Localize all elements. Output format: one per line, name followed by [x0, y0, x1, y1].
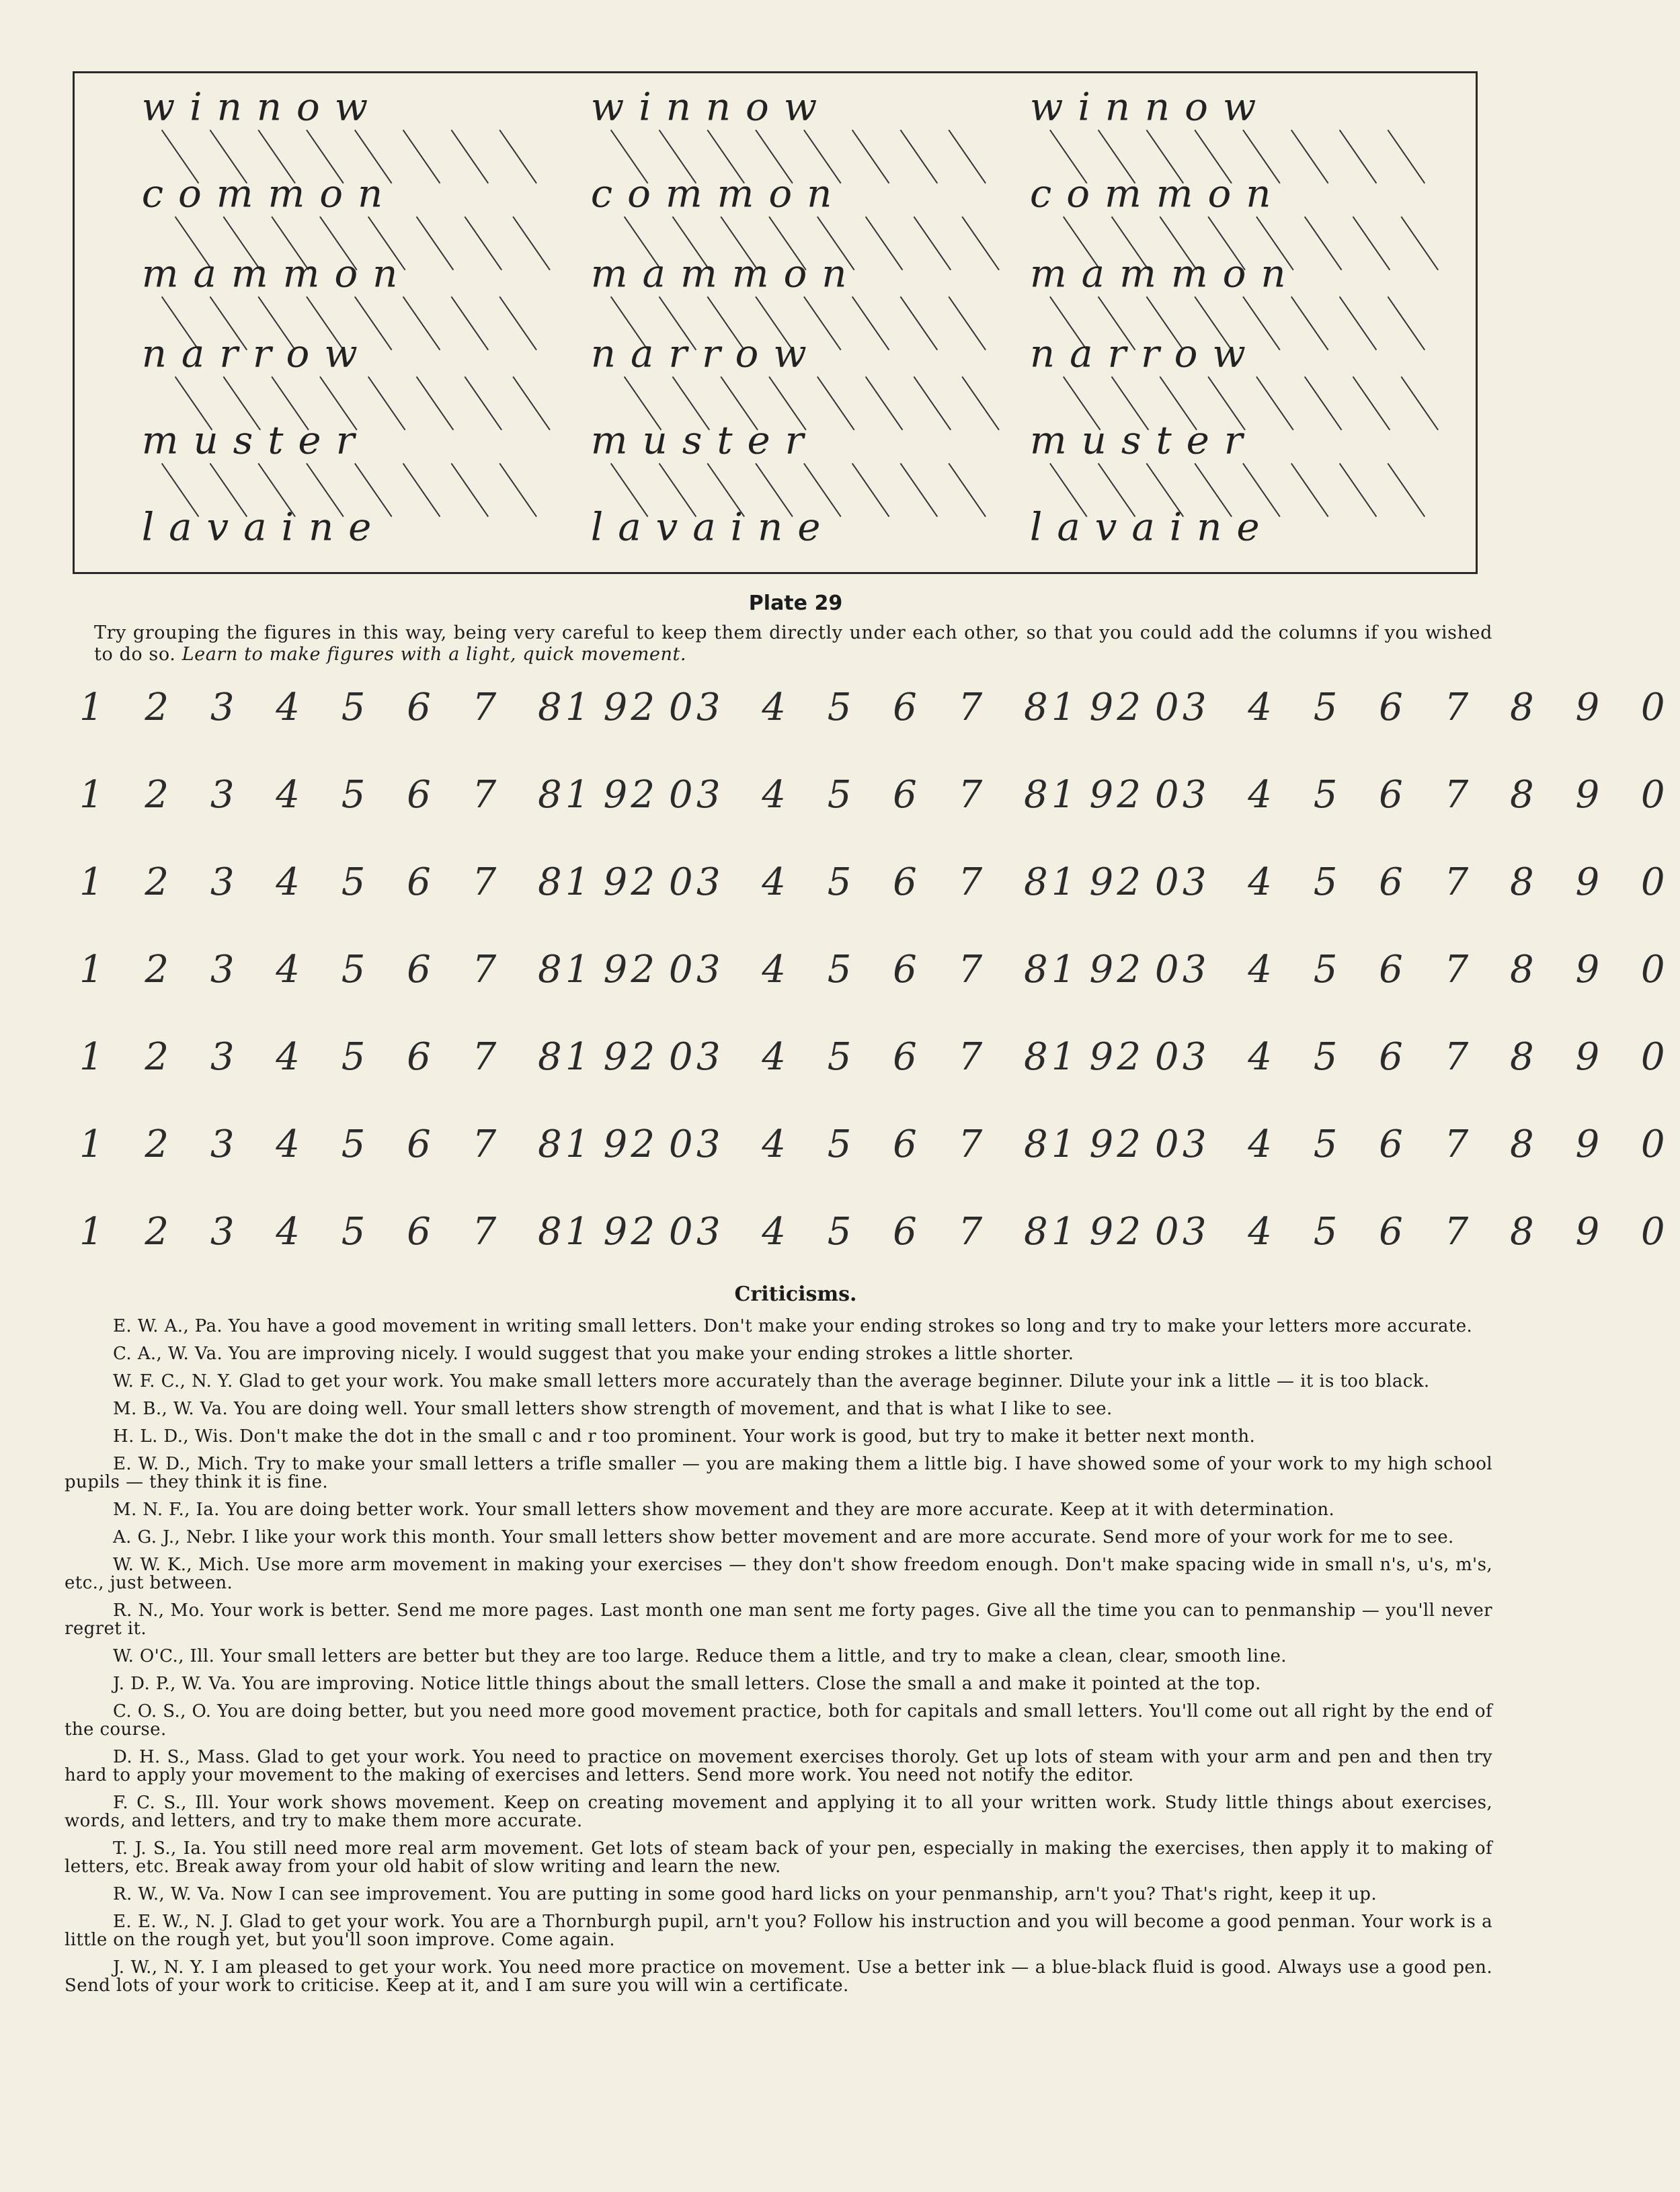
criticism-item: M. N. F., Ia. You are doing better work. Your small letters show movement and they are more accurate. Keep at it with determination. [113, 1500, 1335, 1520]
figure-row [67, 946, 1680, 1034]
exercise-stroke [1401, 216, 1438, 270]
figure-group: 1 2 3 4 5 6 7 8 9 0 [79, 860, 708, 904]
plate-script-word: winnow [1029, 83, 1271, 130]
criticism-item: C. A., W. Va. You are improving nicely. I would suggest that you make your ending strokes a little shorter. [113, 1344, 1074, 1364]
plate-script-word: common [141, 170, 398, 216]
exercise-stroke [1291, 130, 1328, 183]
exercise-stroke [900, 130, 937, 183]
criticism-item: W. W. K., Mich. Use more arm movement in making your exercises — they don't show freedom enough. Don't make spacing wide in small n's, u's, m's, etc., just between. [65, 1555, 1492, 1593]
exercise-stroke [852, 463, 889, 516]
exercise-stroke [1340, 130, 1377, 183]
figure-group: 1 2 3 4 5 6 7 8 9 0 [79, 773, 708, 817]
criticisms-title: Criticisms. [734, 1283, 857, 1306]
criticism-item: C. O. S., O. You are doing better, but you need more good movement practice, both for capitals and small letters. You'll come out all right by the end of the course. [65, 1701, 1492, 1740]
figure-group: 1 2 3 4 5 6 7 8 9 0 [79, 948, 708, 991]
criticism-item: W. O'C., Ill. Your small letters are better but they are too large. Reduce them a little, and try to make a clean, clear, smooth line. [113, 1646, 1287, 1666]
exercise-stroke [914, 216, 951, 270]
figure-group: 1 2 3 4 5 6 7 8 9 0 [1051, 1210, 1680, 1254]
plate-script-word: muster [141, 417, 370, 463]
exercise-stroke [900, 463, 937, 516]
criticisms-list [65, 1317, 1492, 2004]
intro-text: Try grouping the figures in this way, being very careful to keep them directly under each other, so that you could add the columns if you wished to do so. [94, 622, 1492, 665]
figure-group: 1 2 3 4 5 6 7 8 9 0 [1051, 948, 1680, 991]
figure-group: 1 2 3 4 5 6 7 8 9 0 [1051, 686, 1680, 729]
criticism-item: A. G. J., Nebr. I like your work this month. Your small letters show better movement and are more accurate. Send more of your work for me to see. [113, 1527, 1454, 1547]
plate-script-word: common [590, 170, 847, 216]
exercise-stroke [914, 376, 951, 430]
criticism-item: D. H. S., Mass. Glad to get your work. You need to practice on movement exercises thoroly. Get up lots of steam with your arm and pen and then try hard to apply your movement to the making of exercises and letters. Send more work. You need not notify the editor. [65, 1747, 1492, 1785]
exercise-stroke [465, 216, 502, 270]
exercise-stroke [852, 296, 889, 350]
exercise-stroke [852, 130, 889, 183]
exercise-stroke [1388, 130, 1425, 183]
figure-row [67, 1034, 1680, 1121]
criticism-item: E. E. W., N. J. Glad to get your work. You are a Thornburgh pupil, arn't you? Follow his instruction and you will become a good penman. Your work is a little on the rough yet, but you'll soon improve. Come again. [65, 1912, 1492, 1950]
exercise-stroke [1401, 376, 1438, 430]
exercise-stroke [866, 376, 903, 430]
figure-group: 1 2 3 4 5 6 7 8 9 0 [1051, 860, 1680, 904]
figure-group: 1 2 3 4 5 6 7 8 9 0 [79, 686, 708, 729]
intro-paragraph [94, 622, 1492, 665]
figure-group: 1 2 3 4 5 6 7 8 9 0 [565, 860, 1194, 904]
exercise-stroke [949, 463, 986, 516]
criticism-item: R. W., W. Va. Now I can see improvement. You are putting in some good hard licks on your penmanship, arn't you? That's right, keep it up. [113, 1884, 1377, 1904]
plate-script-word: common [1029, 170, 1286, 216]
exercise-stroke [451, 130, 488, 183]
plate-script-word: mammon [590, 250, 862, 296]
exercise-stroke [866, 216, 903, 270]
figure-group: 1 2 3 4 5 6 7 8 9 0 [79, 1210, 708, 1254]
exercise-stroke [1340, 296, 1377, 350]
exercise-stroke [368, 376, 405, 430]
criticism-item: E. W. D., Mich. Try to make your small letters a trifle smaller — you are making them a little big. I have showed some of your work to my high school pupils — they think it is fine. [65, 1454, 1492, 1492]
plate-script-word: mammon [1029, 250, 1301, 296]
plate-script-word: winnow [590, 83, 832, 130]
plate-script-word: narrow [141, 330, 372, 376]
criticism-item: F. C. S., Ill. Your work shows movement. Keep on creating movement and applying it to all your written work. Study little things about exercises, words, and letters, and try to make them more accurate. [65, 1793, 1492, 1831]
exercise-stroke [451, 296, 488, 350]
exercise-stroke [1353, 216, 1390, 270]
exercise-stroke [417, 216, 454, 270]
figure-group: 1 2 3 4 5 6 7 8 9 0 [1051, 1035, 1680, 1079]
exercise-stroke [1305, 376, 1342, 430]
figure-row [67, 772, 1680, 859]
exercise-stroke [499, 463, 536, 516]
figure-row [67, 684, 1680, 772]
exercise-stroke [962, 376, 999, 430]
criticism-item: E. W. A., Pa. You have a good movement in writing small letters. Don't make your ending strokes so long and try to make your letters more accurate. [113, 1316, 1473, 1336]
exercise-stroke [1291, 296, 1328, 350]
criticism-item: T. J. S., Ia. You still need more real arm movement. Get lots of steam back of your pen, especially in making the exercises, then apply it to making of letters, etc. Break away from your old habit of slow writing and learn the new. [65, 1838, 1492, 1877]
exercise-stroke [949, 130, 986, 183]
exercise-stroke [817, 376, 854, 430]
exercise-stroke [465, 376, 502, 430]
handwriting-plate [73, 71, 1478, 574]
exercise-stroke [403, 296, 440, 350]
exercise-stroke [499, 296, 536, 350]
figure-group: 1 2 3 4 5 6 7 8 9 0 [1051, 773, 1680, 817]
exercise-stroke [1353, 376, 1390, 430]
plate-script-word: lavaine [1029, 503, 1275, 550]
exercise-stroke [1340, 463, 1377, 516]
plate-script-word: mammon [141, 250, 413, 296]
exercise-stroke [1388, 463, 1425, 516]
criticism-item: J. W., N. Y. I am pleased to get your work. You need more practice on movement. Use a better ink — a blue-black fluid is good. Always use a good pen. Send lots of your work to criticise. Keep at it, and I am sure you will win a certificate. [65, 1957, 1492, 1996]
figure-group: 1 2 3 4 5 6 7 8 9 0 [565, 948, 1194, 991]
figure-group: 1 2 3 4 5 6 7 8 9 0 [565, 686, 1194, 729]
figure-group: 1 2 3 4 5 6 7 8 9 0 [79, 1123, 708, 1166]
criticism-item: H. L. D., Wis. Don't make the dot in the small c and r too prominent. Your work is good, but try to make it better next month. [113, 1426, 1256, 1447]
plate-script-word: lavaine [590, 503, 836, 550]
exercise-stroke [962, 216, 999, 270]
exercise-stroke [949, 296, 986, 350]
intro-emphasis: Learn to make figures with a light, quick movement. [182, 644, 687, 665]
criticism-item: J. D. P., W. Va. You are improving. Notice little things about the small letters. Close the small a and make it pointed at the top. [113, 1674, 1261, 1694]
figure-practice-rows [67, 684, 1680, 1296]
figure-group: 1 2 3 4 5 6 7 8 9 0 [565, 1035, 1194, 1079]
figure-group: 1 2 3 4 5 6 7 8 9 0 [565, 773, 1194, 817]
plate-script-word: narrow [590, 330, 822, 376]
plate-script-word: muster [590, 417, 819, 463]
exercise-stroke [451, 463, 488, 516]
figure-group: 1 2 3 4 5 6 7 8 9 0 [565, 1123, 1194, 1166]
criticism-item: W. F. C., N. Y. Glad to get your work. You make small letters more accurately than the average beginner. Dilute your ink a little — it is too black. [113, 1371, 1430, 1391]
exercise-stroke [1305, 216, 1342, 270]
figure-row [67, 1121, 1680, 1209]
plate-script-word: lavaine [141, 503, 387, 550]
figure-row [67, 859, 1680, 946]
criticism-item: R. N., Mo. Your work is better. Send me more pages. Last month one man sent me forty pages. Give all the time you can to penmanship — you'll never regret it. [65, 1600, 1492, 1639]
exercise-stroke [1291, 463, 1328, 516]
plate-script-word: narrow [1029, 330, 1261, 376]
plate-script-word: winnow [141, 83, 383, 130]
figure-group: 1 2 3 4 5 6 7 8 9 0 [1051, 1123, 1680, 1166]
exercise-stroke [499, 130, 536, 183]
exercise-stroke [403, 463, 440, 516]
exercise-stroke [513, 216, 550, 270]
figure-group: 1 2 3 4 5 6 7 8 9 0 [565, 1210, 1194, 1254]
plate-exercise-drawing [75, 73, 1476, 572]
plate-script-word: muster [1029, 417, 1258, 463]
figure-group: 1 2 3 4 5 6 7 8 9 0 [79, 1035, 708, 1079]
criticism-item: M. B., W. Va. You are doing well. Your small letters show strength of movement, and that is what I like to see. [113, 1399, 1113, 1419]
exercise-stroke [1256, 376, 1293, 430]
exercise-stroke [417, 376, 454, 430]
plate-title: Plate 29 [748, 592, 843, 615]
exercise-stroke [1388, 296, 1425, 350]
exercise-stroke [513, 376, 550, 430]
exercise-stroke [900, 296, 937, 350]
exercise-stroke [403, 130, 440, 183]
